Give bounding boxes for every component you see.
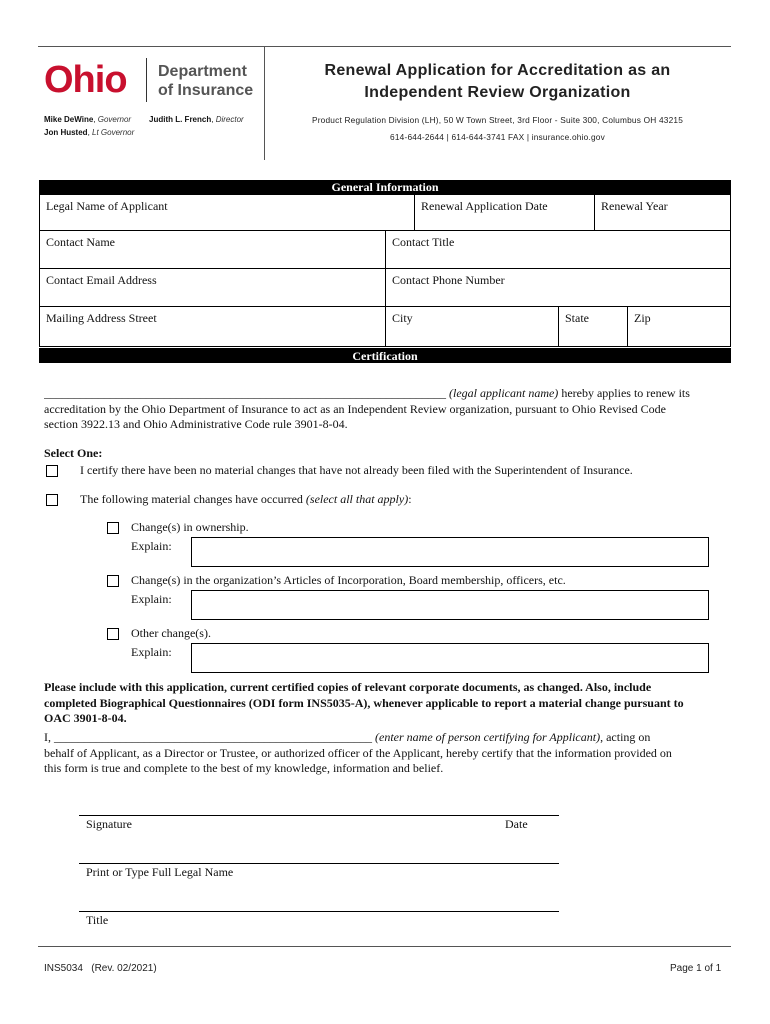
signature-label: Signature	[86, 817, 132, 831]
department-name	[158, 62, 253, 100]
state-field[interactable]: State	[558, 306, 628, 347]
dept-line-1: Department	[158, 63, 247, 80]
certifier-name-hint: (enter name of person certifying for Applicant)	[375, 730, 601, 744]
print-name-line[interactable]	[79, 863, 559, 864]
certify-paragraph: I, _____________________________________________________ (enter name of person certifying for Applicant), acting on behalf of Applicant, as a Director or Trustee, or authorized officer of the Applicant, hereby certify that the information provided on this form is true and complete to the best of my knowledge, information and belief.	[44, 730, 672, 775]
applicant-name-blank[interactable]: ___________________________________________________________________	[44, 386, 446, 400]
articles-change-checkbox[interactable]	[107, 575, 119, 587]
contact-line: 614-644-2644 | 614-644-3741 FAX | insurance.ohio.gov	[390, 132, 605, 142]
no-changes-label: I certify there have been no material changes that have not already been filed with the Superintendent of Insurance.	[80, 463, 633, 477]
contact-phone-field[interactable]: Contact Phone Number	[385, 268, 731, 307]
official-lt-governor: Jon Husted, Lt Governor	[44, 128, 135, 137]
renewal-date-field[interactable]: Renewal Application Date	[414, 194, 595, 231]
form-id: INS5034 (Rev. 02/2021)	[44, 963, 157, 974]
articles-change-label: Change(s) in the organization’s Articles of Incorporation, Board membership, officers, etc.	[131, 573, 566, 587]
ohio-logo: Ohio	[44, 59, 127, 101]
dept-line-2: of Insurance	[158, 82, 254, 99]
general-info-heading: General Information	[39, 180, 731, 194]
contact-name-field[interactable]: Contact Name	[39, 230, 386, 269]
other-explain-input[interactable]	[191, 643, 709, 673]
header-top-rule	[38, 46, 731, 47]
articles-explain-label: Explain:	[131, 592, 172, 606]
title-line[interactable]	[79, 911, 559, 912]
other-explain-label: Explain:	[131, 645, 172, 659]
ownership-change-checkbox[interactable]	[107, 522, 119, 534]
legal-name-field[interactable]: Legal Name of Applicant	[39, 194, 415, 231]
date-label: Date	[505, 817, 528, 831]
ownership-explain-input[interactable]	[191, 537, 709, 567]
logo-separator	[146, 58, 147, 102]
zip-field[interactable]: Zip	[627, 306, 731, 347]
title-label: Title	[86, 913, 109, 927]
include-documents-note: Please include with this application, current certified copies of relevant corporate documents, as changed. Also, include completed Biographical Questionnaires (ODI form INS5035-A), whenever applicable to report a material change pursuant to OAC 3901-8-04.	[44, 680, 684, 725]
form-title: Renewal Application for Accreditation as an Independent Review Organization	[324, 62, 671, 101]
print-name-label: Print or Type Full Legal Name	[86, 865, 234, 879]
articles-explain-input[interactable]	[191, 590, 709, 620]
applies-paragraph: ___________________________________________________________________ (legal applicant name) hereby applies to renew its accreditation by the Ohio Department of Insurance to act as an Independent Review organization, pursuant to Ohio Revised Code section 3922.13 and Ohio Administrative Code rule 3901-8-04.	[44, 386, 690, 431]
official-governor: Mike DeWine, Governor	[44, 115, 132, 124]
official-director: Judith L. French, Director	[149, 115, 244, 124]
select-one-label: Select One:	[44, 446, 103, 460]
footer-rule	[38, 946, 731, 947]
contact-title-field[interactable]: Contact Title	[385, 230, 731, 269]
other-change-checkbox[interactable]	[107, 628, 119, 640]
header-divider	[264, 47, 265, 160]
changes-label: The following material changes have occurred (select all that apply):	[80, 492, 412, 506]
certifier-name-blank[interactable]: _____________________________________________________	[54, 730, 372, 744]
signature-line[interactable]	[79, 815, 559, 816]
ownership-change-label: Change(s) in ownership.	[131, 520, 249, 534]
city-field[interactable]: City	[385, 306, 559, 347]
renewal-year-field[interactable]: Renewal Year	[594, 194, 731, 231]
contact-email-field[interactable]: Contact Email Address	[39, 268, 386, 307]
page-number: Page 1 of 1	[670, 963, 722, 974]
mailing-street-field[interactable]: Mailing Address Street	[39, 306, 386, 347]
other-change-label: Other change(s).	[131, 626, 211, 640]
applicant-name-hint: (legal applicant name)	[449, 386, 559, 400]
no-changes-checkbox[interactable]	[46, 465, 58, 477]
certification-heading: Certification	[39, 348, 731, 363]
changes-checkbox[interactable]	[46, 494, 58, 506]
ownership-explain-label: Explain:	[131, 539, 172, 553]
division-address: Product Regulation Division (LH), 50 W Town Street, 3rd Floor - Suite 300, Columbus OH 43215	[311, 115, 684, 125]
